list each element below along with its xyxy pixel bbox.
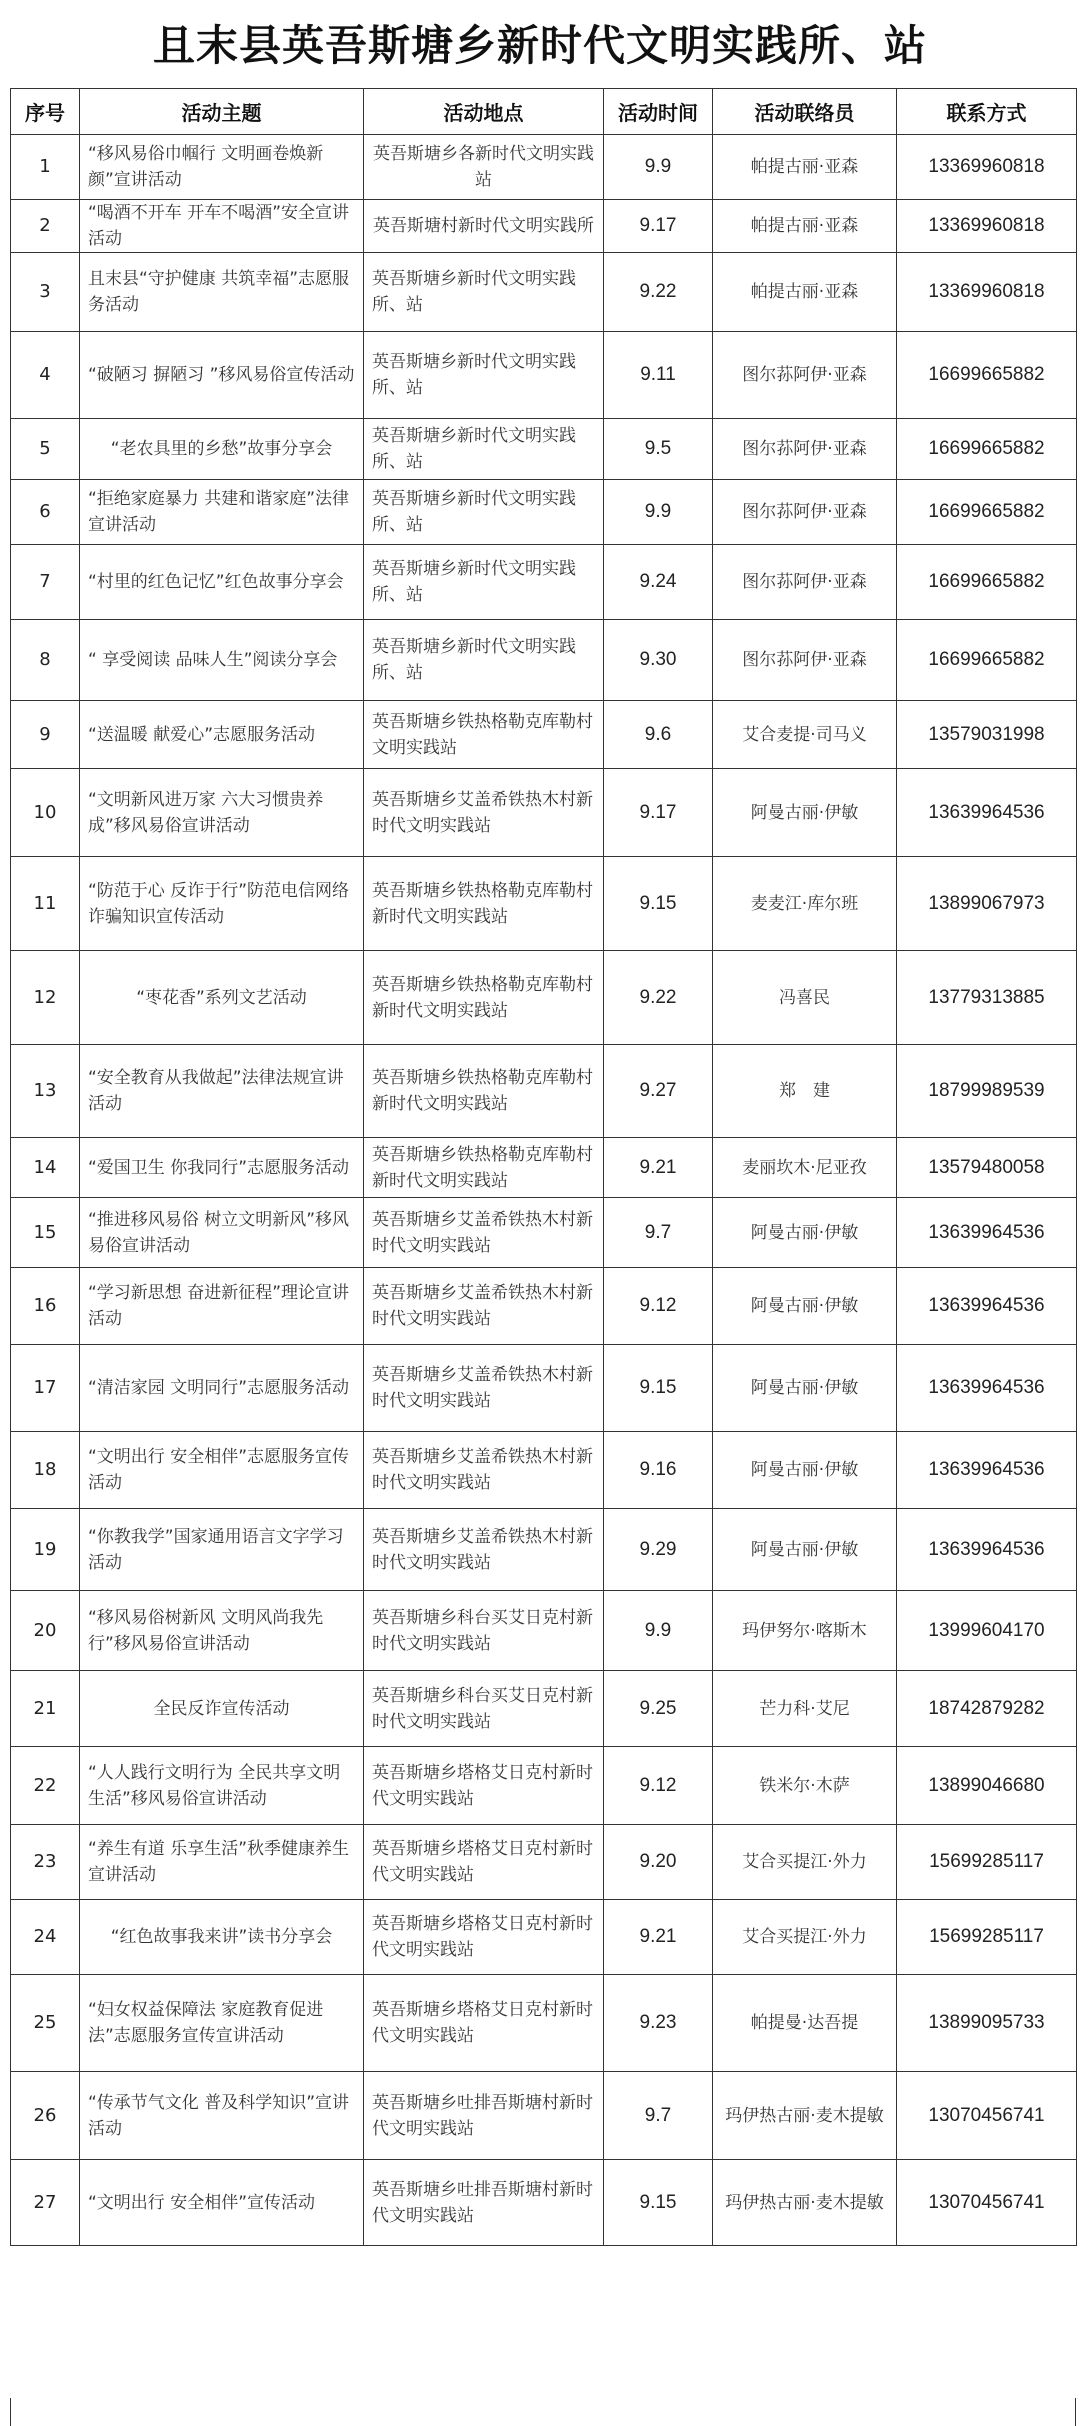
header-theme: 活动主题 — [80, 89, 364, 135]
cell-theme: “喝酒不开车 开车不喝酒”安全宣讲活动 — [80, 200, 364, 253]
cell-place: 英吾斯塘乡科台买艾日克村新时代文明实践站 — [364, 1671, 604, 1747]
cell-theme: “送温暖 献爱心”志愿服务活动 — [80, 701, 364, 769]
cell-place: 英吾斯塘乡塔格艾日克村新时代文明实践站 — [364, 1747, 604, 1825]
cell-place: 英吾斯塘乡铁热格勒克库勒村文明实践站 — [364, 701, 604, 769]
cell-phone: 16699665882 — [897, 545, 1077, 620]
cell-place: 英吾斯塘乡各新时代文明实践站 — [364, 135, 604, 200]
table-row — [11, 200, 1077, 253]
cell-phone: 13899067973 — [897, 857, 1077, 951]
cell-time: 9.27 — [604, 1045, 713, 1138]
cell-time: 9.21 — [604, 1900, 713, 1975]
cell-phone: 13999604170 — [897, 1591, 1077, 1671]
table-row — [11, 1198, 1077, 1268]
cell-time: 9.24 — [604, 545, 713, 620]
table-row — [11, 769, 1077, 857]
cell-place: 英吾斯塘乡艾盖希铁热木村新时代文明实践站 — [364, 1345, 604, 1432]
cell-phone: 13639964536 — [897, 1198, 1077, 1268]
cell-place: 英吾斯塘乡艾盖希铁热木村新时代文明实践站 — [364, 769, 604, 857]
cell-time: 9.12 — [604, 1747, 713, 1825]
cell-number: 3 — [11, 253, 80, 332]
cell-contact: 帕提曼·达吾提 — [713, 1975, 897, 2072]
cell-theme: “破陋习 摒陋习 ”移风易俗宣传活动 — [80, 332, 364, 419]
cell-number: 25 — [11, 1975, 80, 2072]
cell-time: 9.15 — [604, 1345, 713, 1432]
cell-place: 英吾斯塘乡艾盖希铁热木村新时代文明实践站 — [364, 1268, 604, 1345]
table-row — [11, 1591, 1077, 1671]
cell-theme: “村里的红色记忆”红色故事分享会 — [80, 545, 364, 620]
cell-time: 9.15 — [604, 857, 713, 951]
cell-theme: “妇女权益保障法 家庭教育促进法”志愿服务宣传宣讲活动 — [80, 1975, 364, 2072]
table-row — [11, 332, 1077, 419]
cell-contact: 阿曼古丽·伊敏 — [713, 769, 897, 857]
table-row — [11, 1825, 1077, 1900]
cell-time: 9.23 — [604, 1975, 713, 2072]
cell-number: 7 — [11, 545, 80, 620]
cell-number: 15 — [11, 1198, 80, 1268]
cell-theme: “安全教育从我做起”法律法规宣讲活动 — [80, 1045, 364, 1138]
cell-theme: “枣花香”系列文艺活动 — [80, 951, 364, 1045]
cell-number: 12 — [11, 951, 80, 1045]
cell-phone: 16699665882 — [897, 332, 1077, 419]
cell-contact: 玛伊热古丽·麦木提敏 — [713, 2072, 897, 2160]
table-row — [11, 419, 1077, 480]
cell-place: 英吾斯塘乡科台买艾日克村新时代文明实践站 — [364, 1591, 604, 1671]
cell-time: 9.9 — [604, 480, 713, 545]
cell-place: 英吾斯塘乡新时代文明实践所、站 — [364, 253, 604, 332]
cell-place: 英吾斯塘乡塔格艾日克村新时代文明实践站 — [364, 1900, 604, 1975]
cell-phone: 13639964536 — [897, 1509, 1077, 1591]
cell-number: 10 — [11, 769, 80, 857]
cell-time: 9.12 — [604, 1268, 713, 1345]
cell-time: 9.29 — [604, 1509, 713, 1591]
table-continuation — [10, 2398, 1076, 2426]
header-contact: 活动联络员 — [713, 89, 897, 135]
cell-contact: 帕提古丽·亚森 — [713, 135, 897, 200]
cell-phone: 18799989539 — [897, 1045, 1077, 1138]
cell-time: 9.17 — [604, 769, 713, 857]
cell-number: 27 — [11, 2160, 80, 2246]
cell-theme: “推进移风易俗 树立文明新风”移风易俗宣讲活动 — [80, 1198, 364, 1268]
header-number: 序号 — [11, 89, 80, 135]
cell-number: 13 — [11, 1045, 80, 1138]
table-row — [11, 1671, 1077, 1747]
cell-time: 9.22 — [604, 253, 713, 332]
cell-phone: 16699665882 — [897, 620, 1077, 701]
cell-phone: 18742879282 — [897, 1671, 1077, 1747]
cell-time: 9.22 — [604, 951, 713, 1045]
cell-contact: 麦麦江·库尔班 — [713, 857, 897, 951]
cell-theme: “文明新风进万家 六大习惯贵养成”移风易俗宣讲活动 — [80, 769, 364, 857]
cell-contact: 玛伊努尔·喀斯木 — [713, 1591, 897, 1671]
table-row — [11, 701, 1077, 769]
header-time: 活动时间 — [604, 89, 713, 135]
cell-time: 9.6 — [604, 701, 713, 769]
table-row — [11, 1432, 1077, 1509]
cell-place: 英吾斯塘乡新时代文明实践所、站 — [364, 620, 604, 701]
cell-time: 9.5 — [604, 419, 713, 480]
cell-place: 英吾斯塘乡塔格艾日克村新时代文明实践站 — [364, 1975, 604, 2072]
cell-phone: 13369960818 — [897, 135, 1077, 200]
cell-place: 英吾斯塘乡铁热格勒克库勒村新时代文明实践站 — [364, 1045, 604, 1138]
table-row — [11, 1268, 1077, 1345]
cell-time: 9.30 — [604, 620, 713, 701]
cell-contact: 阿曼古丽·伊敏 — [713, 1432, 897, 1509]
cell-phone: 13639964536 — [897, 769, 1077, 857]
cell-number: 5 — [11, 419, 80, 480]
table-header-row — [11, 89, 1077, 135]
cell-theme: “清洁家园 文明同行”志愿服务活动 — [80, 1345, 364, 1432]
table-row — [11, 1975, 1077, 2072]
cell-time: 9.11 — [604, 332, 713, 419]
cell-place: 英吾斯塘乡吐排吾斯塘村新时代文明实践站 — [364, 2072, 604, 2160]
cell-time: 9.15 — [604, 2160, 713, 2246]
cell-number: 17 — [11, 1345, 80, 1432]
cell-contact: 阿曼古丽·伊敏 — [713, 1198, 897, 1268]
cell-contact: 铁米尔·木萨 — [713, 1747, 897, 1825]
cell-contact: 艾合买提江·外力 — [713, 1825, 897, 1900]
cell-theme: “防范于心 反诈于行”防范电信网络诈骗知识宣传活动 — [80, 857, 364, 951]
cell-contact: 图尔荪阿伊·亚森 — [713, 620, 897, 701]
cell-number: 19 — [11, 1509, 80, 1591]
cell-contact: 郑 建 — [713, 1045, 897, 1138]
table-row — [11, 620, 1077, 701]
cell-number: 8 — [11, 620, 80, 701]
cell-time: 9.21 — [604, 1138, 713, 1198]
cell-contact: 图尔荪阿伊·亚森 — [713, 480, 897, 545]
cell-contact: 图尔荪阿伊·亚森 — [713, 545, 897, 620]
cell-phone: 16699665882 — [897, 480, 1077, 545]
cell-number: 23 — [11, 1825, 80, 1900]
cell-place: 英吾斯塘乡铁热格勒克库勒村新时代文明实践站 — [364, 951, 604, 1045]
cell-contact: 图尔荪阿伊·亚森 — [713, 419, 897, 480]
header-phone: 联系方式 — [897, 89, 1077, 135]
cell-phone: 13639964536 — [897, 1432, 1077, 1509]
cell-contact: 帕提古丽·亚森 — [713, 253, 897, 332]
cell-contact: 阿曼古丽·伊敏 — [713, 1509, 897, 1591]
cell-number: 24 — [11, 1900, 80, 1975]
cell-theme: “人人践行文明行为 全民共享文明生活”移风易俗宣讲活动 — [80, 1747, 364, 1825]
table-row — [11, 545, 1077, 620]
table-row — [11, 1509, 1077, 1591]
cell-place: 英吾斯塘乡艾盖希铁热木村新时代文明实践站 — [364, 1432, 604, 1509]
cell-contact: 玛伊热古丽·麦木提敏 — [713, 2160, 897, 2246]
cell-place: 英吾斯塘乡新时代文明实践所、站 — [364, 545, 604, 620]
cell-number: 16 — [11, 1268, 80, 1345]
cell-contact: 图尔荪阿伊·亚森 — [713, 332, 897, 419]
cell-theme: “文明出行 安全相伴”宣传活动 — [80, 2160, 364, 2246]
cell-place: 英吾斯塘村新时代文明实践所 — [364, 200, 604, 253]
cell-theme: “老农具里的乡愁”故事分享会 — [80, 419, 364, 480]
cell-contact: 帕提古丽·亚森 — [713, 200, 897, 253]
cell-contact: 艾合麦提·司马义 — [713, 701, 897, 769]
cell-time: 9.25 — [604, 1671, 713, 1747]
table-row — [11, 1900, 1077, 1975]
cell-place: 英吾斯塘乡新时代文明实践所、站 — [364, 332, 604, 419]
activity-table — [10, 88, 1077, 2246]
cell-time: 9.7 — [604, 2072, 713, 2160]
cell-theme: 全民反诈宣传活动 — [80, 1671, 364, 1747]
cell-number: 21 — [11, 1671, 80, 1747]
cell-number: 9 — [11, 701, 80, 769]
cell-place: 英吾斯塘乡艾盖希铁热木村新时代文明实践站 — [364, 1509, 604, 1591]
cell-phone: 13779313885 — [897, 951, 1077, 1045]
cell-phone: 13070456741 — [897, 2072, 1077, 2160]
cell-place: 英吾斯塘乡铁热格勒克库勒村新时代文明实践站 — [364, 1138, 604, 1198]
cell-phone: 13579031998 — [897, 701, 1077, 769]
table-row — [11, 480, 1077, 545]
table-row — [11, 253, 1077, 332]
cell-contact: 麦丽坎木·尼亚孜 — [713, 1138, 897, 1198]
table-row — [11, 951, 1077, 1045]
cell-number: 18 — [11, 1432, 80, 1509]
cell-number: 4 — [11, 332, 80, 419]
cell-phone: 13899046680 — [897, 1747, 1077, 1825]
cell-place: 英吾斯塘乡铁热格勒克库勒村新时代文明实践站 — [364, 857, 604, 951]
cell-place: 英吾斯塘乡艾盖希铁热木村新时代文明实践站 — [364, 1198, 604, 1268]
cell-place: 英吾斯塘乡新时代文明实践所、站 — [364, 480, 604, 545]
cell-time: 9.16 — [604, 1432, 713, 1509]
cell-number: 14 — [11, 1138, 80, 1198]
cell-theme: “你教我学”国家通用语言文字学习活动 — [80, 1509, 364, 1591]
cell-time: 9.7 — [604, 1198, 713, 1268]
table-row — [11, 2160, 1077, 2246]
cell-time: 9.20 — [604, 1825, 713, 1900]
table-row — [11, 1138, 1077, 1198]
cell-number: 6 — [11, 480, 80, 545]
cell-phone: 15699285117 — [897, 1900, 1077, 1975]
table-row — [11, 1747, 1077, 1825]
table-row — [11, 1345, 1077, 1432]
cell-phone: 13579480058 — [897, 1138, 1077, 1198]
cell-theme: 且末县“守护健康 共筑幸福”志愿服务活动 — [80, 253, 364, 332]
table-row — [11, 135, 1077, 200]
cell-phone: 13369960818 — [897, 200, 1077, 253]
cell-number: 1 — [11, 135, 80, 200]
cell-theme: “拒绝家庭暴力 共建和谐家庭”法律宣讲活动 — [80, 480, 364, 545]
cell-phone: 13639964536 — [897, 1268, 1077, 1345]
page-title: 且末县英吾斯塘乡新时代文明实践所、站 — [152, 21, 927, 70]
cell-number: 11 — [11, 857, 80, 951]
cell-theme: “学习新思想 奋进新征程”理论宣讲活动 — [80, 1268, 364, 1345]
cell-number: 22 — [11, 1747, 80, 1825]
cell-theme: “红色故事我来讲”读书分享会 — [80, 1900, 364, 1975]
cell-phone: 13899095733 — [897, 1975, 1077, 2072]
table-row — [11, 1045, 1077, 1138]
cell-number: 20 — [11, 1591, 80, 1671]
cell-time: 9.17 — [604, 200, 713, 253]
cell-theme: “移风易俗巾帼行 文明画卷焕新颜”宣讲活动 — [80, 135, 364, 200]
cell-phone: 16699665882 — [897, 419, 1077, 480]
cell-phone: 13070456741 — [897, 2160, 1077, 2246]
cell-theme: “文明出行 安全相伴”志愿服务宣传活动 — [80, 1432, 364, 1509]
cell-contact: 阿曼古丽·伊敏 — [713, 1268, 897, 1345]
cell-contact: 艾合买提江·外力 — [713, 1900, 897, 1975]
cell-theme: “爱国卫生 你我同行”志愿服务活动 — [80, 1138, 364, 1198]
cell-place: 英吾斯塘乡塔格艾日克村新时代文明实践站 — [364, 1825, 604, 1900]
table-row — [11, 2072, 1077, 2160]
cell-time: 9.9 — [604, 1591, 713, 1671]
cell-place: 英吾斯塘乡吐排吾斯塘村新时代文明实践站 — [364, 2160, 604, 2246]
cell-contact: 阿曼古丽·伊敏 — [713, 1345, 897, 1432]
cell-theme: “移风易俗树新风 文明风尚我先行”移风易俗宣讲活动 — [80, 1591, 364, 1671]
cell-number: 26 — [11, 2072, 80, 2160]
cell-contact: 冯喜民 — [713, 951, 897, 1045]
header-place: 活动地点 — [364, 89, 604, 135]
cell-time: 9.9 — [604, 135, 713, 200]
table-row — [11, 857, 1077, 951]
cell-phone: 13369960818 — [897, 253, 1077, 332]
cell-place: 英吾斯塘乡新时代文明实践所、站 — [364, 419, 604, 480]
cell-contact: 芒力科·艾尼 — [713, 1671, 897, 1747]
cell-phone: 15699285117 — [897, 1825, 1077, 1900]
cell-theme: “ 享受阅读 品味人生”阅读分享会 — [80, 620, 364, 701]
cell-number: 2 — [11, 200, 80, 253]
cell-theme: “传承节气文化 普及科学知识”宣讲活动 — [80, 2072, 364, 2160]
cell-phone: 13639964536 — [897, 1345, 1077, 1432]
cell-theme: “养生有道 乐享生活”秋季健康养生宣讲活动 — [80, 1825, 364, 1900]
